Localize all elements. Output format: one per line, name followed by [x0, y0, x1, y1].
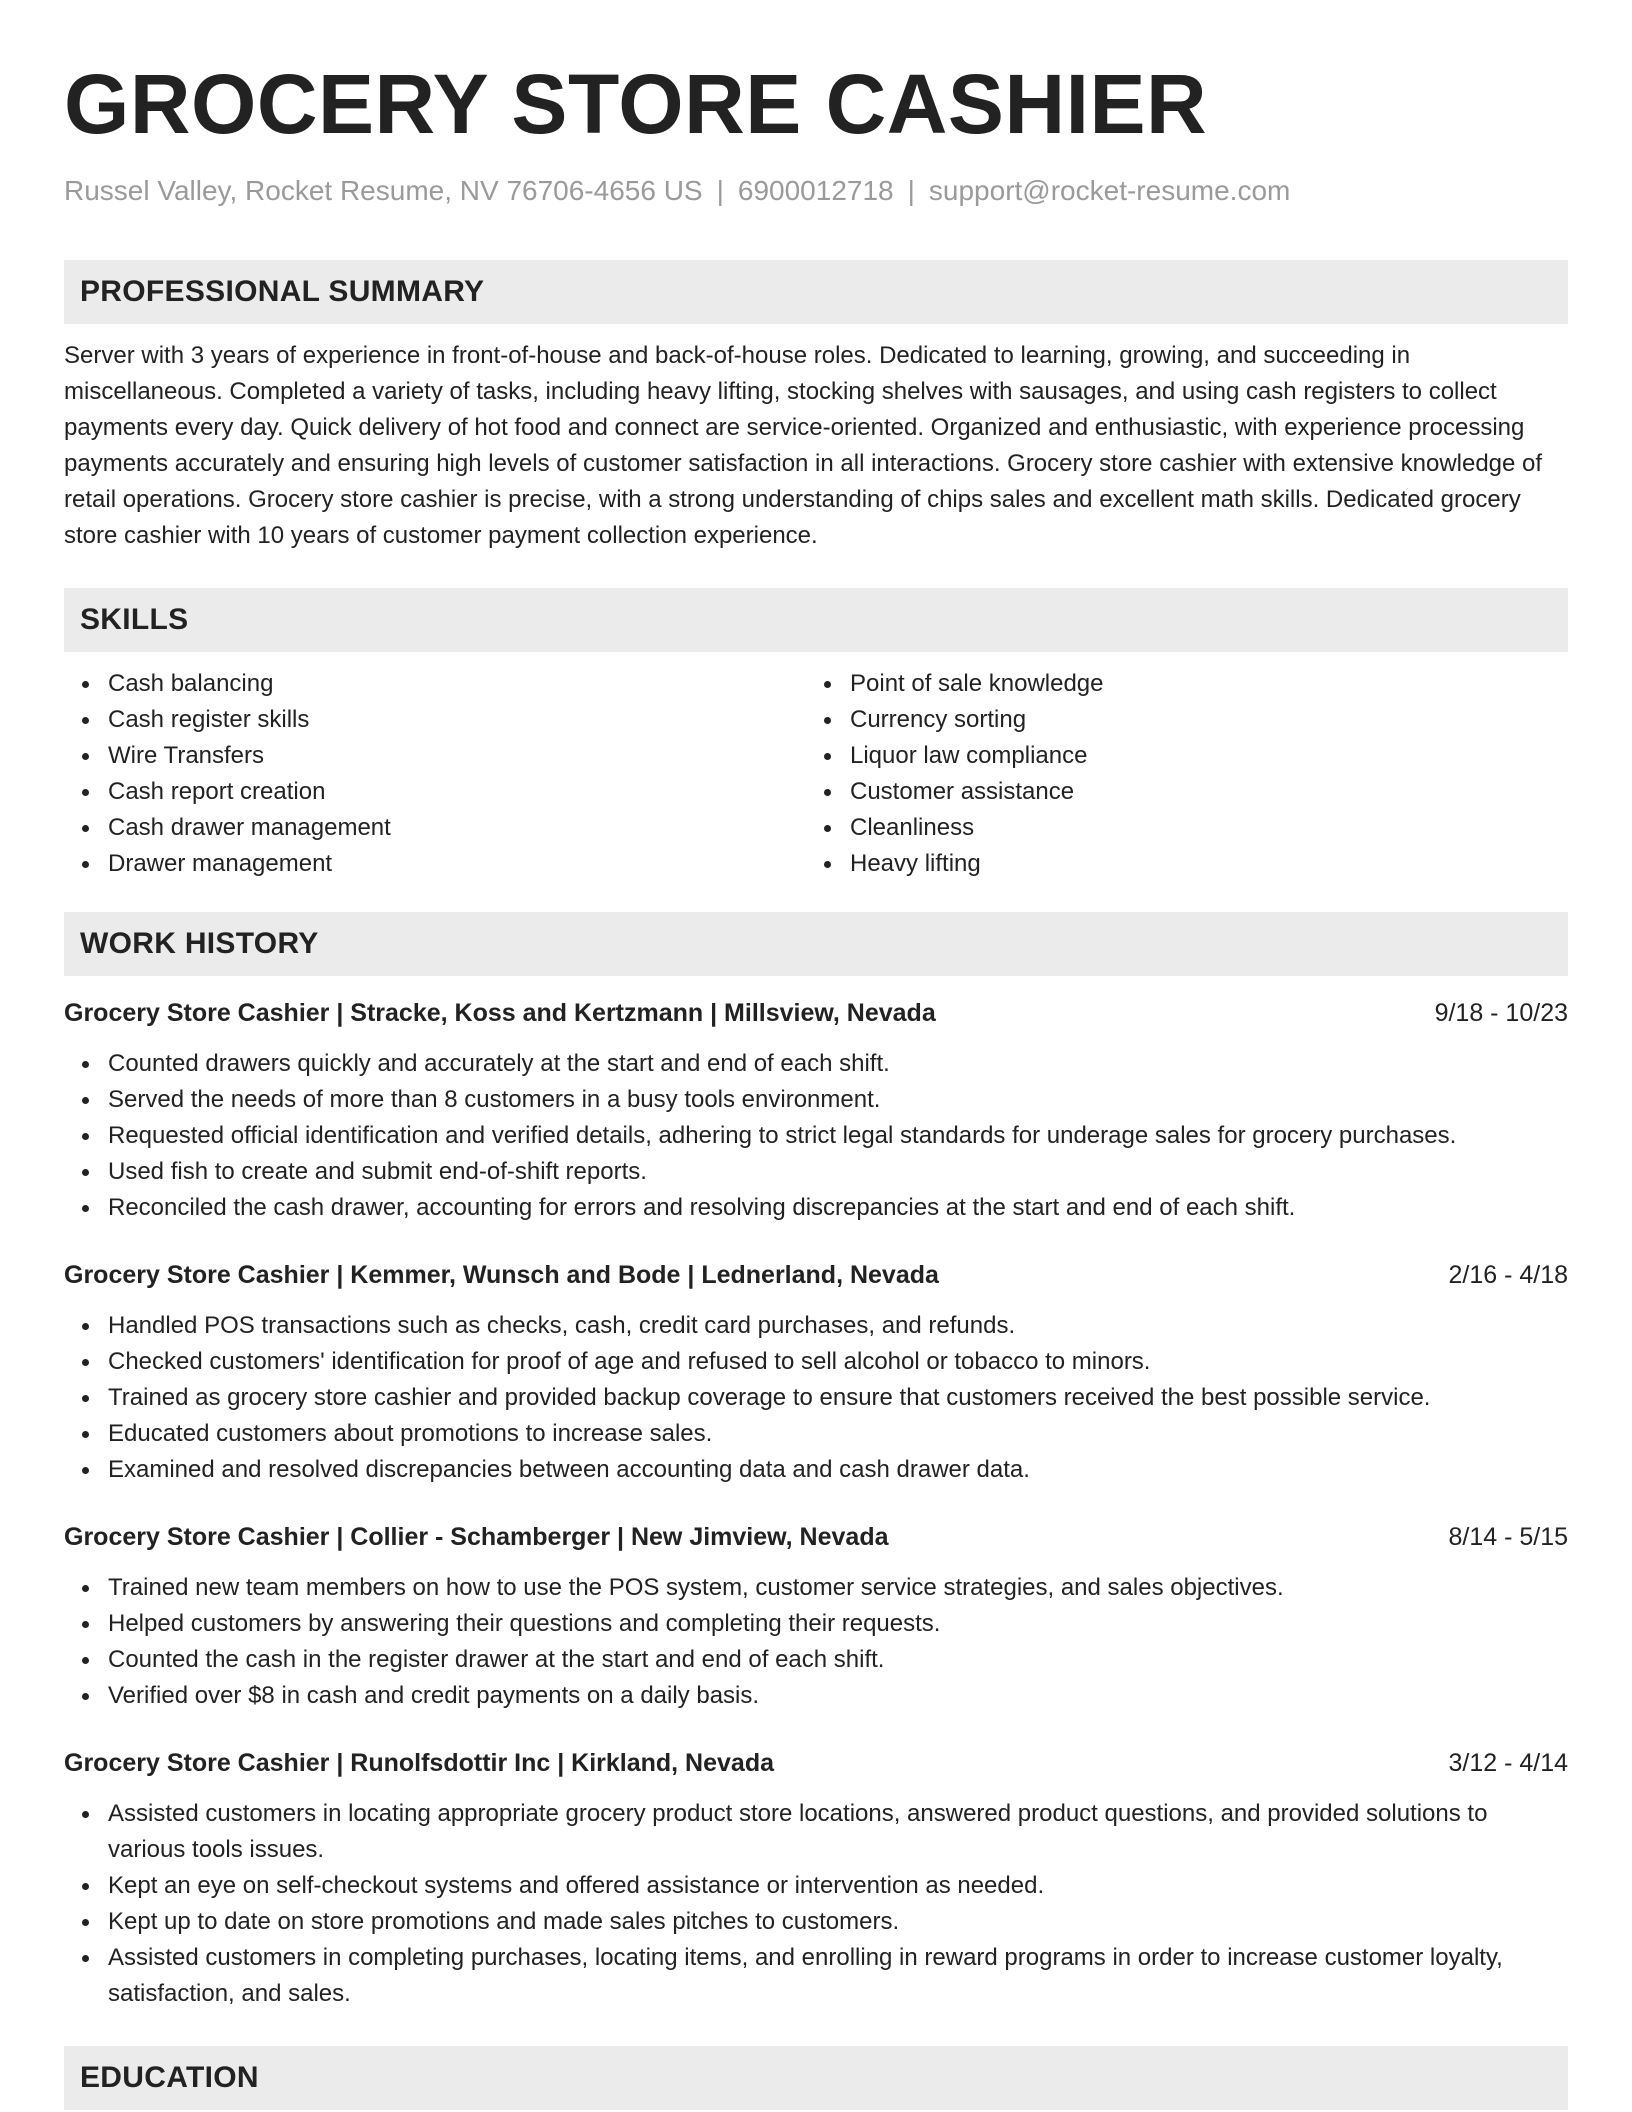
job-title: Grocery Store Cashier | Kemmer, Wunsch and Bode | Lednerland, Nevada [64, 1261, 939, 1289]
job-bullet: Trained as grocery store cashier and provided backup coverage to ensure that customers received the best possible service. [108, 1380, 1568, 1416]
job-bullet: Requested official identification and verified details, adhering to strict legal standards for underage sales for grocery purchases. [108, 1118, 1568, 1154]
job-bullet: Helped customers by answering their questions and completing their requests. [108, 1606, 1568, 1642]
job-header [64, 996, 1568, 1030]
contact-email[interactable]: support@rocket-resume.com [928, 175, 1291, 206]
job-bullets [64, 1570, 1568, 1714]
job-bullet: Checked customers' identification for proof of age and refused to sell alcohol or tobacco to minors. [108, 1344, 1568, 1380]
job-bullet: Examined and resolved discrepancies between accounting data and cash drawer data. [108, 1452, 1568, 1488]
skill-item: Cash balancing [108, 666, 806, 702]
job-header [64, 1520, 1568, 1554]
skill-item: Cleanliness [850, 810, 1568, 846]
skill-item: Cash drawer management [108, 810, 806, 846]
job-dates: 9/18 - 10/23 [1434, 999, 1568, 1027]
contact-phone: 6900012718 [737, 175, 894, 206]
job-dates: 8/14 - 5/15 [1448, 1523, 1568, 1551]
skill-item: Drawer management [108, 846, 806, 882]
resume-name: GROCERY STORE CASHIER [64, 57, 1208, 151]
section-header-summary: PROFESSIONAL SUMMARY [64, 260, 1568, 324]
job-entry [64, 1258, 1568, 1488]
job-bullet: Kept an eye on self-checkout systems and offered assistance or intervention as needed. [108, 1868, 1568, 1904]
job-bullet: Trained new team members on how to use the POS system, customer service strategies, and sales objectives. [108, 1570, 1568, 1606]
section-header-education: EDUCATION [64, 2046, 1568, 2110]
skill-item: Customer assistance [850, 774, 1568, 810]
job-bullets [64, 1308, 1568, 1488]
contact-separator: | [716, 175, 724, 206]
skill-item: Liquor law compliance [850, 738, 1568, 774]
job-bullet: Used fish to create and submit end-of-shift reports. [108, 1154, 1568, 1190]
job-bullets [64, 1796, 1568, 2012]
skill-item: Wire Transfers [108, 738, 806, 774]
job-header [64, 1746, 1568, 1780]
job-title: Grocery Store Cashier | Runolfsdottir Inc | Kirkland, Nevada [64, 1749, 774, 1777]
section-header-skills: SKILLS [64, 588, 1568, 652]
job-title: Grocery Store Cashier | Collier - Schamberger | New Jimview, Nevada [64, 1523, 889, 1551]
job-bullet: Handled POS transactions such as checks, cash, credit card purchases, and refunds. [108, 1308, 1568, 1344]
job-entry [64, 996, 1568, 1226]
job-bullet: Reconciled the cash drawer, accounting for errors and resolving discrepancies at the start and end of each shift. [108, 1190, 1568, 1226]
skill-item: Currency sorting [850, 702, 1568, 738]
job-title: Grocery Store Cashier | Stracke, Koss and Kertzmann | Millsview, Nevada [64, 999, 936, 1027]
contact-separator: | [907, 175, 915, 206]
job-bullet: Assisted customers in completing purchases, locating items, and enrolling in reward programs in order to increase customer loyalty, satisfaction, and sales. [108, 1940, 1568, 2012]
job-header [64, 1258, 1568, 1292]
skills-column-left [64, 666, 806, 882]
job-entry [64, 1520, 1568, 1714]
job-bullet: Counted drawers quickly and accurately at the start and end of each shift. [108, 1046, 1568, 1082]
skill-item: Point of sale knowledge [850, 666, 1568, 702]
job-bullet: Assisted customers in locating appropriate grocery product store locations, answered product questions, and provided solutions to various tools issues. [108, 1796, 1568, 1868]
job-bullet: Educated customers about promotions to increase sales. [108, 1416, 1568, 1452]
summary-text: Server with 3 years of experience in front-of-house and back-of-house roles. Dedicated to learning, growing, and succeeding in miscellaneous. Completed a variety of tasks, including heavy lifting, stocking shelves with sausages, and using cash registers to collect payments every day. Quick delivery of hot food and connect are service-oriented. Organized and enthusiastic, with experience processing payments accurately and ensuring high levels of customer satisfaction in all interactions. Grocery store cashier with extensive knowledge of retail operations. Grocery store cashier is precise, with a strong understanding of chips sales and excellent math skills. Dedicated grocery store cashier with 10 years of customer payment collection experience. [64, 342, 1543, 549]
job-bullets [64, 1046, 1568, 1226]
contact-line [64, 174, 1568, 208]
skill-item: Cash report creation [108, 774, 806, 810]
skill-item: Cash register skills [108, 702, 806, 738]
skills-column-right [806, 666, 1568, 882]
job-entry [64, 1746, 1568, 2012]
job-bullet: Verified over $8 in cash and credit payments on a daily basis. [108, 1678, 1568, 1714]
skill-item: Heavy lifting [850, 846, 1568, 882]
job-dates: 3/12 - 4/14 [1448, 1749, 1568, 1777]
job-bullet: Kept up to date on store promotions and made sales pitches to customers. [108, 1904, 1568, 1940]
job-bullet: Served the needs of more than 8 customers in a busy tools environment. [108, 1082, 1568, 1118]
section-header-work-history: WORK HISTORY [64, 912, 1568, 976]
job-bullet: Counted the cash in the register drawer at the start and end of each shift. [108, 1642, 1568, 1678]
job-dates: 2/16 - 4/18 [1448, 1261, 1568, 1289]
contact-address: Russel Valley, Rocket Resume, NV 76706-4656 US [64, 175, 703, 206]
skills-list [64, 666, 1568, 882]
